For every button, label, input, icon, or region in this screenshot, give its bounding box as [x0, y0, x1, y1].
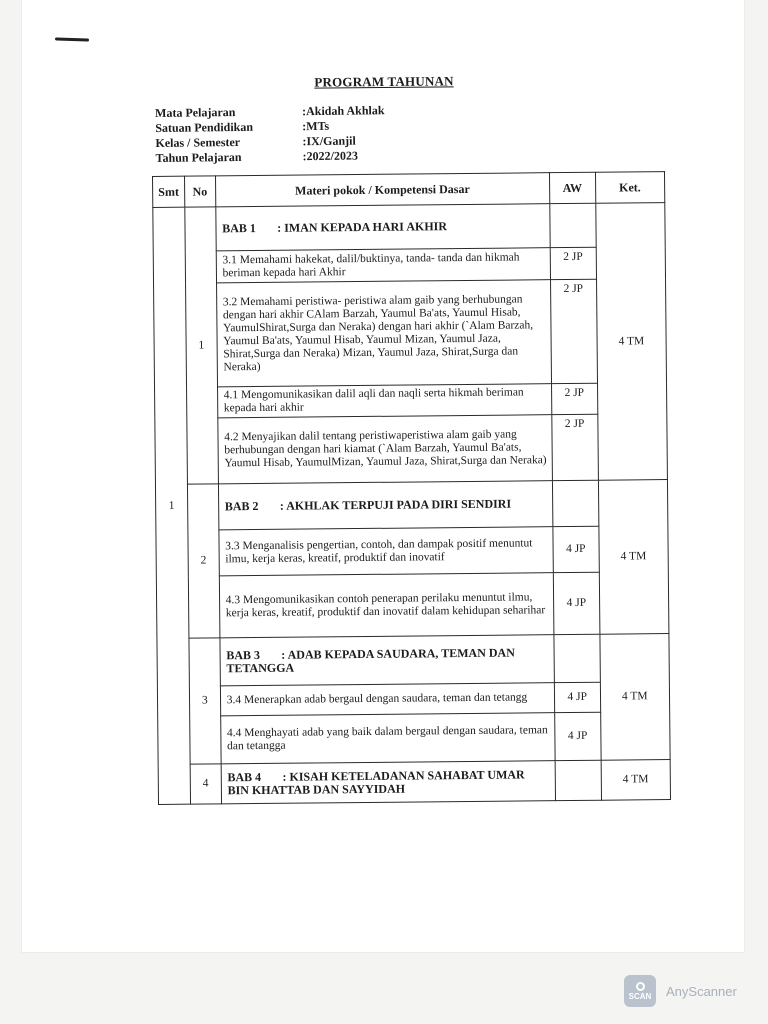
ket-cell: 4 TM [599, 634, 670, 761]
aw-cell [550, 203, 596, 247]
kd-cell: 3.2 Memahami peristiwa- peristiwa alam gaib yang berhubungan dengan hari akhir CAlam Barzah, Yaumul Ba'ats, Yaumul Hisab, YaumulShirat,Surga dan Neraka) dengan hari akhir (`Alam Barzah, Yaumul Ba'ats, Yaumul Hisab, Yaumul Mizan, Yaumul Jaza, Shirat,Surga dan Neraka) Mizan, Yaumul Jaza, Shirat,Surga dan Neraka) [216, 280, 551, 387]
aw-cell: 4 JP [553, 572, 599, 634]
aw-cell [554, 634, 600, 682]
chapter-no-cell: 2 [187, 484, 219, 638]
program-table-wrapper [152, 171, 671, 805]
chapter-no-cell: 1 [185, 207, 218, 484]
aw-cell [555, 760, 601, 800]
semester-cell: 1 [153, 207, 191, 804]
kd-cell: 4.4 Menghayati adab yang baik dalam bergaul dengan saudara, teman dan tetangga [220, 713, 555, 764]
table-row [153, 203, 665, 252]
document-meta [155, 102, 476, 166]
chapter-title: : AKHLAK TERPUJI PADA DIRI SENDIRI [279, 496, 512, 513]
header-materi: Materi pokok / Kompetensi Dasar [215, 173, 549, 207]
table-row [154, 279, 667, 388]
meta-value: :2022/2023 [302, 148, 359, 164]
chapter-label: BAB 3 [226, 647, 261, 662]
chapter-heading [215, 204, 550, 251]
meta-label: Tahun Pelajaran [155, 149, 242, 165]
table-row [157, 634, 669, 687]
table-header-row [153, 172, 665, 208]
aw-cell: 4 JP [555, 712, 601, 760]
kd-cell: 3.1 Memahami hakekat, dalil/buktinya, tanda- tanda dan hikmah beriman kepada hari Akhir [216, 248, 550, 283]
aw-cell: 2 JP [550, 247, 596, 279]
ket-cell: 4 TM [595, 203, 667, 481]
ket-cell: 4 TM [598, 480, 669, 635]
header-smt: Smt [153, 176, 185, 207]
table-row [158, 760, 670, 805]
page-title: PROGRAM TAHUNAN [314, 73, 454, 90]
chapter-label: BAB 4 [227, 769, 262, 784]
kd-cell: 4.3 Mengomunikasikan contoh penerapan perilaku menuntut ilmu, kerja keras, kreatif, produktif dan inovatif dalam kehidupan seharihar [219, 573, 554, 638]
scanner-badge-text: SCAN [628, 991, 652, 1001]
scanner-watermark [624, 975, 737, 1007]
scanner-app-name: AnyScanner [666, 983, 737, 999]
aw-cell: 2 JP [550, 279, 597, 383]
chapter-label: BAB 1 [222, 221, 256, 236]
aw-cell: 4 JP [554, 682, 600, 712]
table-row [157, 682, 669, 717]
aw-cell: 2 JP [552, 414, 598, 480]
kd-cell: 4.2 Menyajikan dalil tentang peristiwaperistiwa alam gaib yang berhubungan dengan hari kiamat (`Alam Barzah, Yaumul Ba'ats, Yaumul Hisab, YaumulMizan, Yaumul Jaza, Shirat,Surga dan Neraka) [217, 415, 552, 484]
meta-value: :MTs [302, 118, 330, 134]
meta-label: Satuan Pendidikan [155, 119, 254, 135]
table-row [155, 480, 667, 531]
aw-cell [552, 480, 598, 526]
program-table [152, 171, 671, 805]
table-row [156, 572, 669, 639]
chapter-label: BAB 2 [224, 498, 259, 514]
table-row [153, 247, 665, 284]
chapter-heading [218, 481, 553, 530]
aw-cell: 2 JP [551, 383, 597, 414]
chapter-no-cell: 4 [190, 764, 221, 804]
kd-cell: 3.4 Menerapkan adab bergaul dengan saudara, teman dan tetangg [220, 683, 554, 716]
chapter-title: : ADAB KEPADA SAUDARA, TEMAN DAN TETANGGA [226, 645, 515, 675]
header-aw: AW [549, 172, 595, 203]
header-no: No [184, 176, 215, 207]
kd-cell: 3.3 Menganalisis pengertian, contoh, dan dampak positif menuntut ilmu, kerja keras, kreatif, produktif dan inovatif [219, 527, 554, 576]
chapter-heading [221, 761, 556, 804]
table-row [156, 526, 668, 577]
table-row [155, 383, 667, 419]
meta-value: :Akidah Akhlak [301, 103, 385, 119]
ket-cell: 4 TM [601, 760, 671, 801]
chapter-title: : KISAH KETELADANAN SAHABAT UMAR BIN KHATTAB DAN SAYYIDAH [227, 766, 525, 797]
table-row [155, 414, 668, 485]
scanner-lens-icon [636, 982, 645, 991]
chapter-title: : IMAN KEPADA HARI AKHIR [277, 219, 448, 235]
chapter-heading [220, 635, 555, 686]
meta-value: :IX/Ganjil [302, 133, 356, 149]
header-ket: Ket. [595, 172, 665, 204]
aw-cell: 4 JP [553, 526, 599, 572]
chapter-no-cell: 3 [189, 638, 221, 764]
meta-label: Mata Pelajaran [155, 105, 236, 120]
table-row [158, 712, 670, 765]
meta-label: Kelas / Semester [155, 134, 241, 150]
scanner-logo-icon [624, 975, 656, 1007]
kd-cell: 4.1 Mengomunikasikan dalil aqli dan naqli serta hikmah beriman kepada hari akhir [217, 384, 551, 418]
